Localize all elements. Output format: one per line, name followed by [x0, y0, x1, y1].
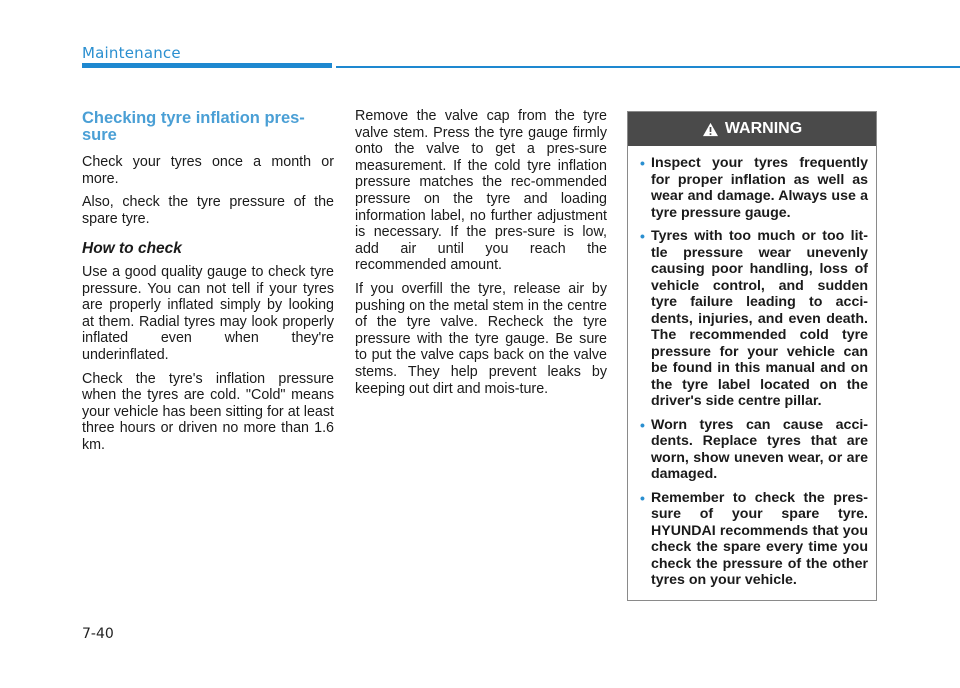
page-number: 7-40	[82, 626, 114, 642]
paragraph: Also, check the tyre pressure of the spare tyre.	[82, 194, 334, 227]
middle-column	[355, 108, 607, 404]
warning-list	[628, 146, 876, 589]
bullet-icon: •	[640, 489, 645, 506]
header-rule-thick	[82, 63, 332, 68]
paragraph: Check the tyre's inflation pressure when the tyres are cold. "Cold" means your vehicle has been sitting for at least three hours or driven no more than 1.6 km.	[82, 370, 334, 453]
warning-triangle-icon	[702, 122, 719, 137]
paragraph: Check your tyres once a month or more.	[82, 154, 334, 187]
warning-item: • Remember to check the pres-sure of your spare tyre. HYUNDAI recommends that you check the spare every time you check the pressure of the other tyres on your vehicle.	[640, 489, 868, 588]
warning-title: WARNING	[724, 120, 803, 137]
header-rule-thin	[336, 66, 960, 68]
paragraph: Remove the valve cap from the tyre valve stem. Press the tyre gauge firmly onto the valve to get a pres-sure measurement. If the cold tyre inflation pressure matches the rec-ommended pressure on the tyre and loading information label, no further adjustment is necessary. If the pres-sure is low, add air until you reach the recommended amount.	[355, 108, 607, 274]
section-heading: Checking tyre inflation pres- sure	[82, 109, 305, 144]
subheading: How to check	[82, 240, 182, 258]
paragraph: If you overfill the tyre, release air by pushing on the metal stem in the centre of the tyre valve. Recheck the tyre pressure with the tyre gauge. Be sure to put the valve caps back on the valve stems. They help prevent leaks by keeping out dirt and mois-ture.	[355, 280, 607, 397]
warning-header	[628, 112, 876, 146]
warning-item: • Inspect your tyres frequently for proper inflation as well as wear and damage. Always use a tyre pressure gauge.	[640, 155, 868, 221]
warning-box	[627, 111, 877, 601]
paragraph: Use a good quality gauge to check tyre pressure. You can not tell if your tyres are properly inflated simply by looking at them. Radial tyres may look properly inflated even when they're underinflated.	[82, 263, 334, 363]
warning-item: • Worn tyres can cause acci-dents. Replace tyres that are worn, show uneven wear, or are damaged.	[640, 416, 868, 482]
warning-item: • Tyres with too much or too lit-tle pressure wear unevenly causing poor handling, loss of vehicle control, and sudden tyre failure leading to acci-dents, injuries, and even death. The recommended cold tyre pressure for your vehicle can be found in this manual and on the tyre label located on the driver's side centre pillar.	[640, 228, 868, 409]
bullet-icon: •	[640, 155, 645, 171]
bullet-icon: •	[640, 228, 645, 244]
left-column	[82, 110, 334, 461]
bullet-icon: •	[640, 416, 645, 433]
section-title: Maintenance	[82, 44, 181, 62]
